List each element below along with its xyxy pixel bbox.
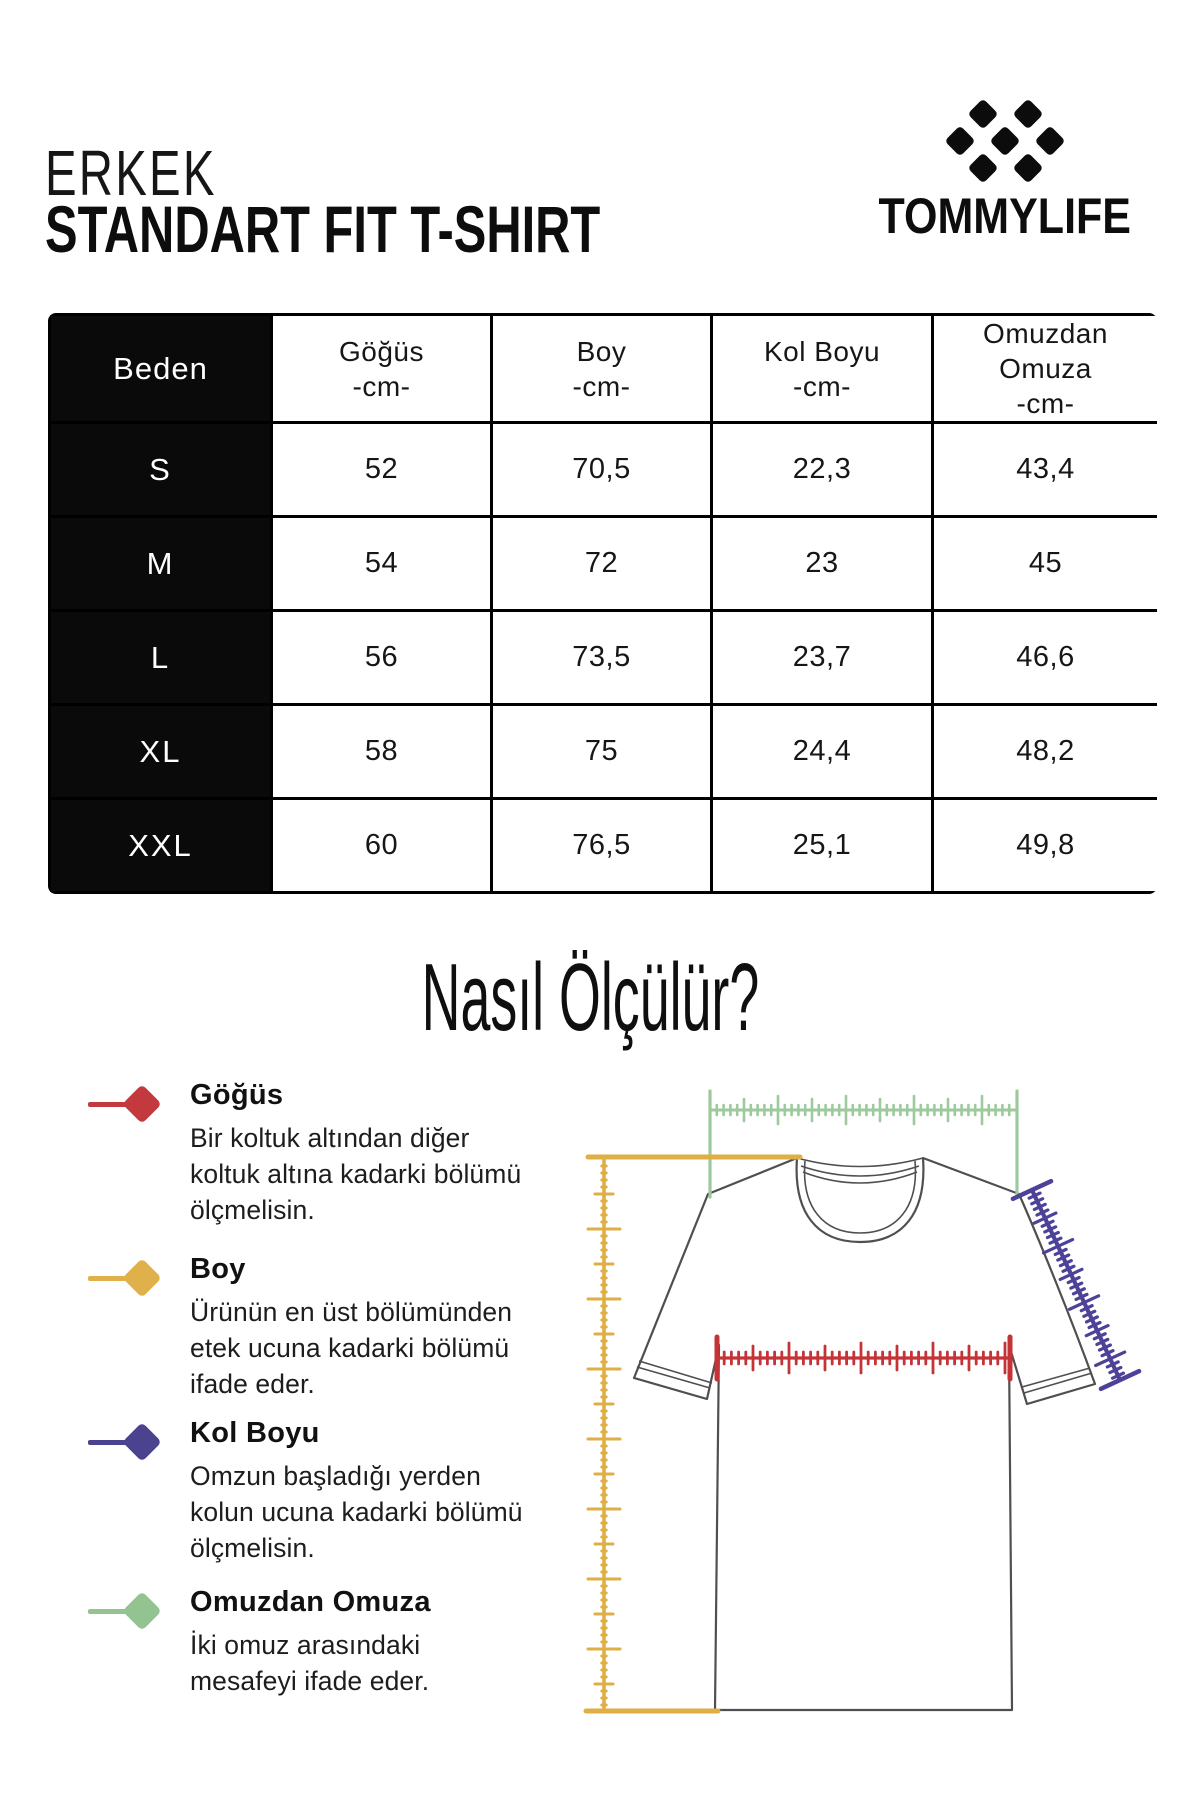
logo-diamond [1012,98,1043,129]
legend-title: Göğüs [190,1079,284,1111]
logo-diamond [1012,152,1043,183]
cell-value: 60 [272,799,492,893]
tommylife-logo-icon [935,91,1075,191]
col-header-omuzdan-omuza: Omuzdan Omuza -cm- [933,315,1158,423]
legend-title: Boy [190,1253,246,1285]
cell-value: 54 [272,517,492,611]
cell-value: 52 [272,423,492,517]
logo-diamond [944,125,975,156]
tshirt-measurement-diagram [540,1055,1160,1735]
legend-description: Omzun başladığı yerden kolun ucuna kadarki bölümü ölçmelisin. [190,1460,523,1563]
legend-title: Kol Boyu [190,1417,320,1449]
cell-value: 22,3 [712,423,933,517]
col-header-gogus: Göğüs -cm- [272,315,492,423]
table-row [50,423,1158,517]
cell-value: 48,2 [933,705,1158,799]
brand-block [855,91,1155,244]
logo-diamond [967,98,998,129]
table-row [50,705,1158,799]
size-table-wrap [48,313,1157,894]
cell-value: 24,4 [712,705,933,799]
collar-detail [797,1158,923,1233]
legend-item-omuzdan-omuza [88,1585,558,1699]
product-title: STANDART FIT T-SHIRT [45,192,601,266]
legend-title: Omuzdan Omuza [190,1586,431,1618]
category-title: ERKEK [45,137,217,209]
cell-value: 70,5 [492,423,712,517]
brand-name: TOMMYLIFE [878,188,1132,244]
logo-diamond [989,125,1020,156]
legend-item-gogus [88,1078,558,1228]
boy-diamond-icon [88,1252,190,1308]
cell-value: 58 [272,705,492,799]
logo-diamond [967,152,998,183]
cell-value: 45 [933,517,1158,611]
size-label: XXL [50,799,272,893]
table-row [50,611,1158,705]
col-header-kol-boyu: Kol Boyu -cm- [712,315,933,423]
cell-value: 73,5 [492,611,712,705]
gogus-diamond-icon [88,1078,190,1134]
how-to-measure-title: Nasıl Ölçülür? [421,944,759,1051]
cell-value: 56 [272,611,492,705]
cell-value: 49,8 [933,799,1158,893]
omuzdan-omuza-diamond-icon [88,1585,190,1641]
col-header-boy: Boy -cm- [492,315,712,423]
legend-item-kol-boyu [88,1416,558,1566]
size-label: XL [50,705,272,799]
legend-description: İki omuz arasındaki mesafeyi ifade eder. [190,1629,430,1696]
legend-description: Ürünün en üst bölümünden etek ucuna kadarki bölümü ifade eder. [190,1296,513,1399]
cell-value: 23 [712,517,933,611]
size-label: M [50,517,272,611]
cell-value: 76,5 [492,799,712,893]
legend-description: Bir koltuk altından diğer koltuk altına kadarki bölümü ölçmelisin. [190,1122,522,1225]
table-row [50,517,1158,611]
cell-value: 23,7 [712,611,933,705]
cell-value: 43,4 [933,423,1158,517]
kol-boyu-diamond-icon [88,1416,190,1472]
corner-header-beden: Beden [50,315,272,423]
legend-item-boy [88,1252,558,1402]
size-table [48,313,1157,894]
cell-value: 25,1 [712,799,933,893]
cell-value: 72 [492,517,712,611]
table-row [50,799,1158,893]
tshirt-outline [634,1158,1095,1710]
size-label: S [50,423,272,517]
logo-diamond [1034,125,1065,156]
cell-value: 75 [492,705,712,799]
table-header-row [50,315,1158,423]
size-label: L [50,611,272,705]
cell-value: 46,6 [933,611,1158,705]
